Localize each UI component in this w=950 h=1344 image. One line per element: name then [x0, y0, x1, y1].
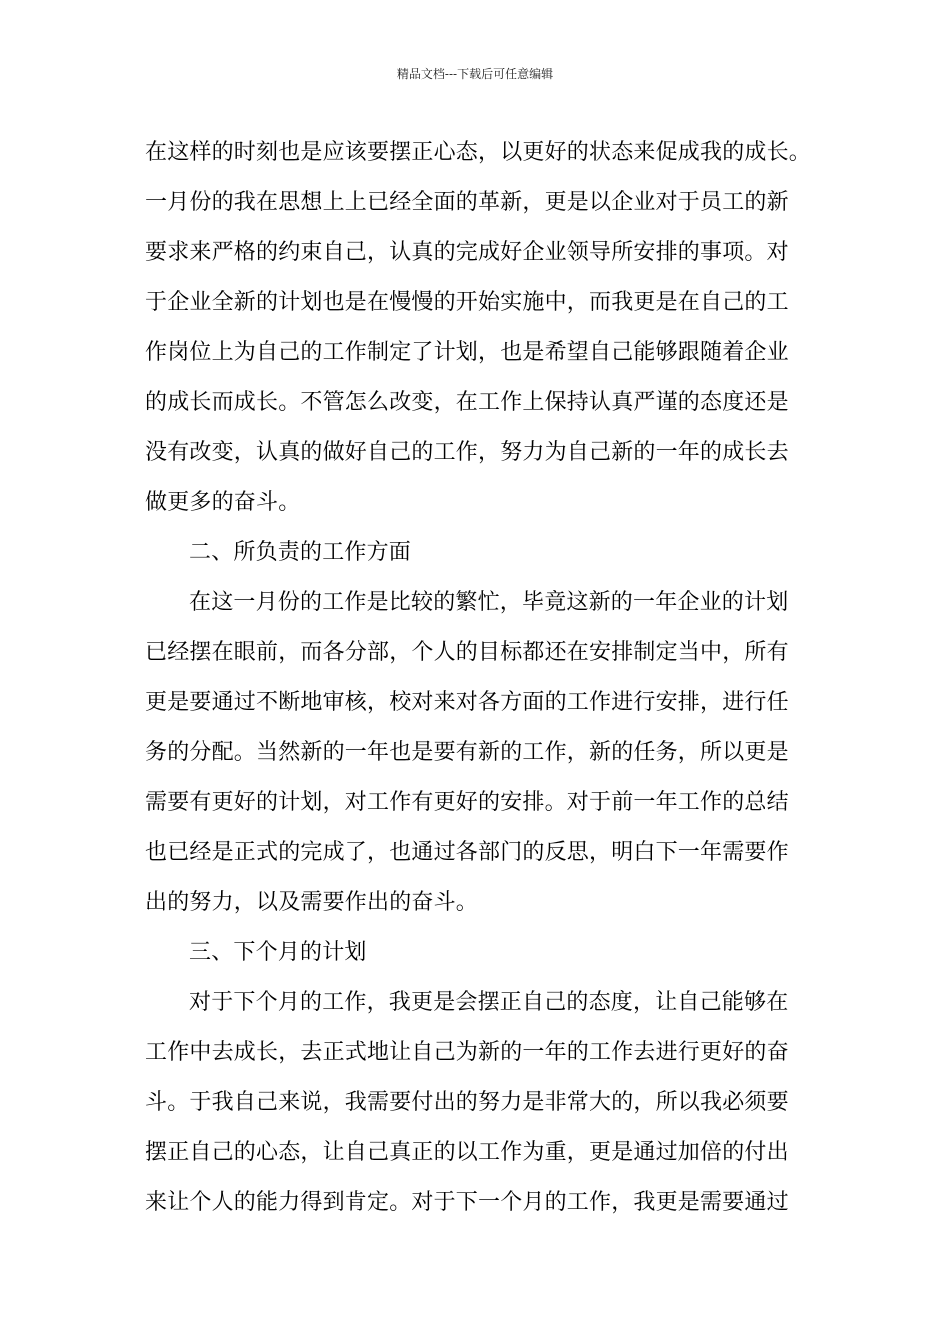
body-line: 对于下个月的工作，我更是会摆正自己的态度，让自己能够在: [189, 990, 789, 1015]
body-line: 出的努力，以及需要作出的奋斗。: [145, 890, 479, 915]
body-line: 的成长而成长。不管怎么改变，在工作上保持认真严谨的态度还是: [145, 390, 789, 415]
body-line: 务的分配。当然新的一年也是要有新的工作，新的任务，所以更是: [145, 740, 789, 765]
body-line: 做更多的奋斗。: [145, 490, 301, 515]
body-line: 已经摆在眼前，而各分部，个人的目标都还在安排制定当中，所有: [145, 640, 789, 665]
body-line: 在这一月份的工作是比较的繁忙，毕竟这新的一年企业的计划: [189, 590, 789, 615]
body-line: 在这样的时刻也是应该要摆正心态，以更好的状态来促成我的成长。: [145, 140, 812, 165]
body-line: 没有改变，认真的做好自己的工作，努力为自己新的一年的成长去: [145, 440, 789, 465]
document-body: [145, 128, 815, 1228]
body-line: 作岗位上为自己的工作制定了计划，也是希望自己能够跟随着企业: [145, 340, 789, 365]
body-line: 于企业全新的计划也是在慢慢的开始实施中，而我更是在自己的工: [145, 290, 789, 315]
body-line: 来让个人的能力得到肯定。对于下一个月的工作，我更是需要通过: [145, 1190, 789, 1215]
section-heading: 二、所负责的工作方面: [189, 540, 412, 565]
body-line: 需要有更好的计划，对工作有更好的安排。对于前一年工作的总结: [145, 790, 789, 815]
body-line: 要求来严格的约束自己，认真的完成好企业领导所安排的事项。对: [145, 240, 789, 265]
body-line: 一月份的我在思想上上已经全面的革新，更是以企业对于员工的新: [145, 190, 789, 215]
body-line: 摆正自己的心态，让自己真正的以工作为重，更是通过加倍的付出: [145, 1140, 789, 1165]
page-header: 精品文档---下载后可任意编辑: [396, 67, 554, 81]
body-line: 斗。于我自己来说，我需要付出的努力是非常大的，所以我必须要: [145, 1090, 789, 1115]
section-heading: 三、下个月的计划: [189, 940, 367, 965]
body-line: 工作中去成长，去正式地让自己为新的一年的工作去进行更好的奋: [145, 1040, 789, 1065]
body-line: 更是要通过不断地审核，校对来对各方面的工作进行安排，进行任: [145, 690, 789, 715]
body-line: 也已经是正式的完成了，也通过各部门的反思，明白下一年需要作: [145, 840, 789, 865]
